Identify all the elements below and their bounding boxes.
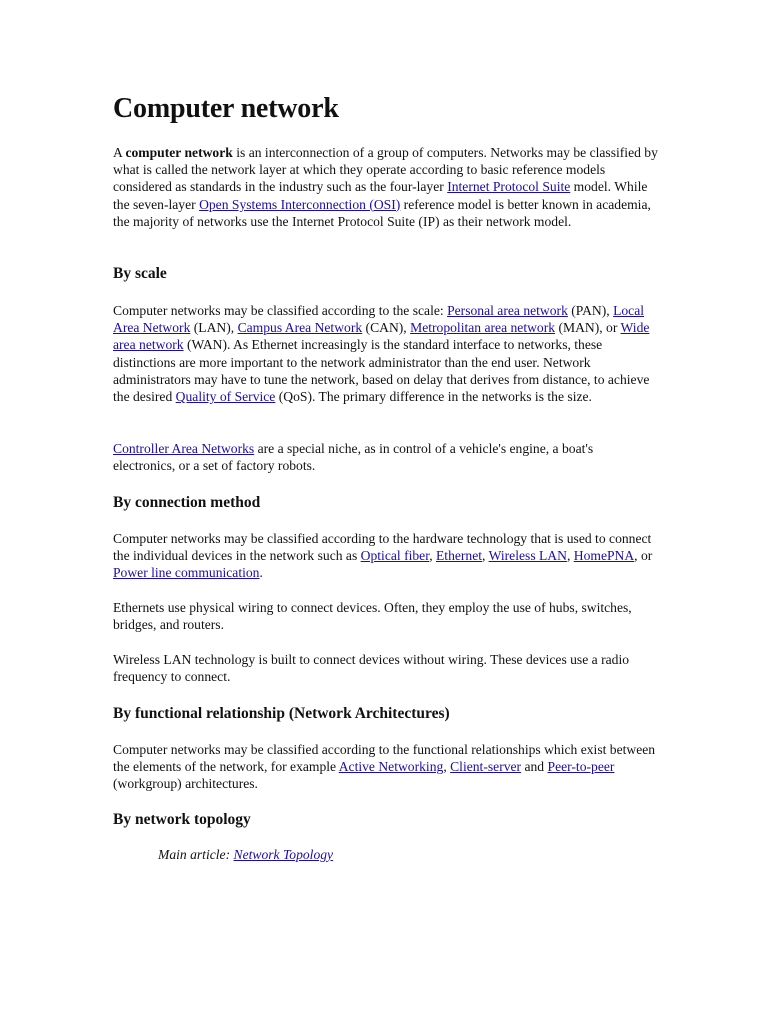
link-campus-area-network[interactable]: Campus Area Network bbox=[237, 320, 363, 336]
link-network-topology[interactable]: Network Topology bbox=[233, 847, 334, 862]
link-power-line-communication[interactable]: Power line communication bbox=[113, 565, 260, 581]
heading-by-network-topology: By network topology bbox=[113, 811, 251, 828]
link-peer-to-peer[interactable]: Peer-to-peer bbox=[547, 759, 615, 775]
scale-paragraph: Computer networks may be classified according to the scale: Personal area network (PAN), Local Area Network (LAN), Campus Area Network (CAN), Metropolitan area network (MAN), or Wide area network (WAN). As Ethernet increasingly is the standard interface to networks, these distinctions are more important to the network administrator than the end user. Network administrators may have to tune the network, based on delay that derives from distance, to achieve the desired Quality of Service (QoS). The primary difference in the networks is the size. bbox=[113, 303, 650, 405]
link-homepna[interactable]: HomePNA bbox=[573, 548, 635, 564]
heading-by-scale: By scale bbox=[113, 265, 167, 282]
ethernet-paragraph: Ethernets use physical wiring to connect devices. Often, they employ the use of hubs, switches, bridges, and routers. bbox=[113, 600, 632, 633]
link-active-networking[interactable]: Active Networking bbox=[338, 759, 444, 775]
link-quality-of-service[interactable]: Quality of Service bbox=[175, 389, 276, 405]
link-internet-protocol-suite[interactable]: Internet Protocol Suite bbox=[447, 179, 571, 195]
link-optical-fiber[interactable]: Optical fiber bbox=[360, 548, 430, 564]
link-client-server[interactable]: Client-server bbox=[450, 759, 522, 775]
link-controller-area-networks[interactable]: Controller Area Networks bbox=[113, 441, 255, 456]
page-title: Computer network bbox=[113, 93, 339, 124]
bold-term: computer network bbox=[125, 145, 233, 160]
connection-paragraph: Computer networks may be classified according to the hardware technology that is used to connect the individual devices in the network such as Optical fiber, Ethernet, Wireless LAN, HomePNA, or Power line communication. bbox=[113, 531, 653, 581]
functional-paragraph: Computer networks may be classified according to the functional relationships which exist between the elements of the network, for example Active Networking, Client-server and Peer-to-peer (workgroup) architectures. bbox=[113, 742, 656, 792]
wireless-paragraph: Wireless LAN technology is built to connect devices without wiring. These devices use a radio frequency to connect. bbox=[113, 652, 630, 685]
intro-paragraph: A computer network is an interconnection of a group of computers. Networks may be classified by what is called the network layer at which they operate according to basic reference models considered as standards in the industry such as the four-layer Internet Protocol Suite model. While the seven-layer Open Systems Interconnection (OSI) reference model is better known in academia, the majority of networks use the Internet Protocol Suite (IP) as their network model. bbox=[113, 145, 658, 229]
link-wireless-lan[interactable]: Wireless LAN bbox=[488, 548, 567, 564]
heading-by-connection-method: By connection method bbox=[113, 494, 261, 511]
link-local-area-network[interactable]: Local Area Network bbox=[113, 303, 645, 336]
can-paragraph: Controller Area Networks are a special niche, as in control of a vehicle's engine, a boat's electronics, or a set of factory robots. bbox=[113, 441, 594, 474]
main-article-note: Main article: Network Topology bbox=[158, 847, 334, 862]
link-metropolitan-area-network[interactable]: Metropolitan area network bbox=[410, 320, 556, 336]
link-osi[interactable]: Open Systems Interconnection (OSI) bbox=[199, 196, 401, 212]
link-ethernet[interactable]: Ethernet bbox=[435, 548, 483, 564]
link-wide-area-network[interactable]: Wide area network bbox=[113, 320, 650, 353]
heading-by-functional-relationship: By functional relationship (Network Architectures) bbox=[113, 705, 450, 722]
link-personal-area-network[interactable]: Personal area network bbox=[447, 303, 568, 318]
